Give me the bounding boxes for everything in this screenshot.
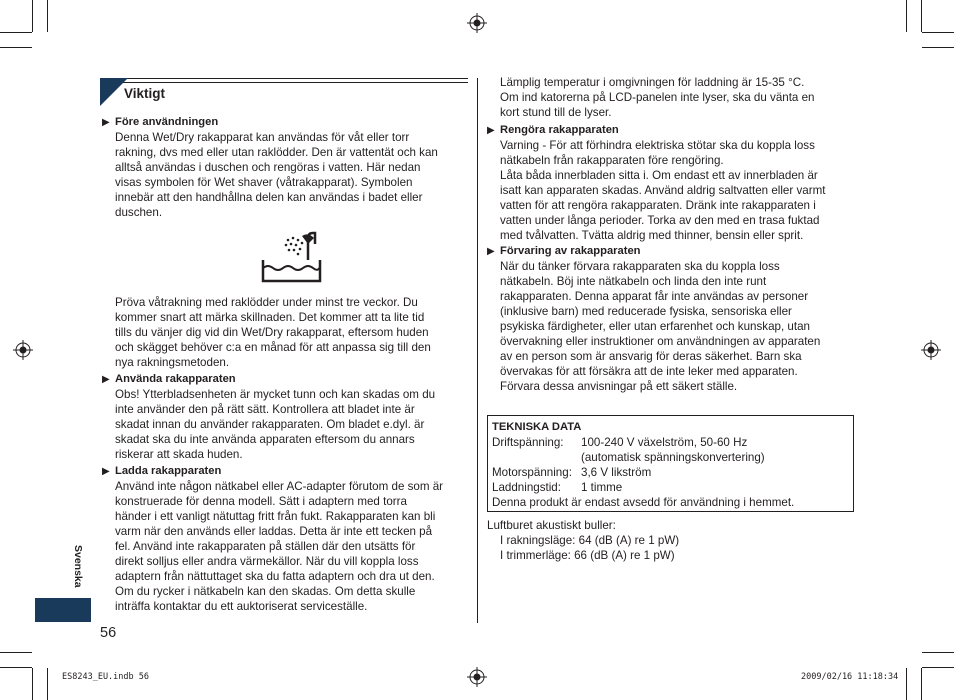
crop-mark xyxy=(906,0,907,32)
text-line: övervakning eller instruktioner om användningen av apparaten xyxy=(500,335,821,348)
specs-label: Laddningstid: xyxy=(492,481,561,494)
specs-value: 100-240 V växelström, 50-60 Hz xyxy=(581,436,748,449)
text-line: kommer snart att märka skillnaden. Det kommer att ta lite tid xyxy=(115,311,425,324)
crop-mark xyxy=(47,0,48,32)
page-number: 56 xyxy=(100,625,117,641)
bullet-arrow-icon: ▶ xyxy=(102,117,110,128)
crop-mark xyxy=(921,0,922,32)
text-line: och skägget behöver c:a en månad för att anpassa sig till den xyxy=(115,341,431,354)
text-line: rakning, dvs med eller utan raklödder. Den är vattentät och kan xyxy=(115,146,438,159)
column-divider xyxy=(477,78,478,623)
text-line: Varning - För att förhindra elektriska stötar ska du koppla loss xyxy=(500,139,815,152)
bullet-arrow-icon: ▶ xyxy=(102,374,110,385)
bullet-arrow-icon: ▶ xyxy=(102,466,110,477)
crop-mark xyxy=(0,667,32,668)
text-line: nätkabeln. Böj inte nätkabeln och linda den inte runt xyxy=(500,275,767,288)
language-tab-bar xyxy=(35,598,91,622)
paragraph-forvaring-av-rakapparaten xyxy=(500,259,820,394)
text-line: duschen. xyxy=(115,206,163,219)
text-line: isatt kan apparaten skadas. Använd aldrig saltvatten eller varmt xyxy=(500,184,826,197)
registration-mark-icon xyxy=(921,340,941,360)
text-line: inträffa kontaktar du ett auktoriserat serviceställe. xyxy=(115,600,368,613)
specs-value: 3,6 V likström xyxy=(581,466,652,479)
text-line: tills du vänjer dig vid din Wet/Dry rakapparat, eftersom huden xyxy=(115,326,429,339)
text-line: direkt solljus eller andra värmekällor. När du vill koppla loss xyxy=(115,555,419,568)
section-title-rule xyxy=(100,78,468,79)
section-title: Viktigt xyxy=(124,86,166,101)
text-line: nya rakningsmetoden. xyxy=(115,356,230,369)
crop-mark xyxy=(32,0,33,32)
specs-value: (automatisk spänningskonvertering) xyxy=(581,451,765,464)
print-slug-file: ES8243_EU.indb 56 xyxy=(62,672,149,682)
crop-mark xyxy=(922,667,954,668)
crop-mark xyxy=(0,47,32,48)
heading-ladda-rakapparaten: Ladda rakapparaten xyxy=(115,465,222,477)
text-line: alltså användas i duschen och rengöras i vatten. Här nedan xyxy=(115,161,421,174)
specs-value: 1 timme xyxy=(581,481,623,494)
text-line: vatten under långa perioder. Torka av den med en trasa fuktad xyxy=(500,214,820,227)
heading-rengora-rakapparaten: Rengöra rakapparaten xyxy=(500,124,619,136)
specs-label: Motorspänning: xyxy=(492,466,572,479)
text-line: inte använder den på rätt sätt. Kontrollera att bladet inte är xyxy=(115,403,415,416)
text-line: med tvålvatten. Tvätta aldrig med thinner, bensin eller sprit. xyxy=(500,229,804,242)
language-tab-label xyxy=(72,545,91,595)
noise-line: I trimmerläge: 66 (dB (A) re 1 pW) xyxy=(500,549,675,562)
text-line: Denna Wet/Dry rakapparat kan användas för våt eller torr xyxy=(115,131,410,144)
text-line: Om du rycker i nätkabeln kan den skadas. Om detta skulle xyxy=(115,585,416,598)
text-line: adaptern från nättuttaget ska du fatta adaptern och dra ut den. xyxy=(115,570,435,583)
heading-forvaring-av-rakapparaten: Förvaring av rakapparaten xyxy=(500,245,641,257)
specs-note: Denna produkt är endast avsedd för användning i hemmet. xyxy=(492,496,795,509)
text-line: rakapparaten. Denna apparat får inte användas av personer xyxy=(500,290,809,303)
text-line: Om ind katorerna på LCD-panelen inte lyser, ska du vänta en xyxy=(500,91,815,104)
text-line: innebär att den handhållna delen kan användas i badet eller xyxy=(115,191,423,204)
paragraph-ladda-rakapparaten xyxy=(115,479,443,614)
crop-mark xyxy=(47,668,48,700)
paragraph-prova-vatrakning xyxy=(115,295,431,370)
text-line: varm när den används eller laddas. Detta är inte ett tecken på xyxy=(115,525,433,538)
registration-mark-icon xyxy=(13,340,33,360)
crop-mark xyxy=(0,32,32,33)
registration-mark-icon xyxy=(467,13,487,33)
text-line: händer i ett vanligt nätuttag fritt från fukt. Rakapparaten kan bli xyxy=(115,510,436,523)
specs-title: TEKNISKA DATA xyxy=(492,421,582,433)
text-line: av en person som är ansvarig för deras säkerhet. Barn ska xyxy=(500,350,802,363)
text-line: (inklusive barn) med reducerade fysiska, sensoriska eller xyxy=(500,305,792,318)
bullet-arrow-icon: ▶ xyxy=(487,246,495,257)
text-line: nätkabeln från rakapparaten före rengöring. xyxy=(500,154,724,167)
text-line: övervakas för att försäkra att de inte leker med apparaten. xyxy=(500,365,798,378)
text-line: vatten för att rengöra rakapparaten. Dränk inte rakapparaten i xyxy=(500,199,816,212)
text-line: riskerar att skada huden. xyxy=(115,448,243,461)
specs-box xyxy=(487,415,854,512)
registration-mark-icon xyxy=(467,667,487,687)
text-line: psykiska färdigheter, eller utan erfarenhet och kunskap, utan xyxy=(500,320,810,333)
print-slug-date: 2009/02/16 11:18:34 xyxy=(801,672,899,682)
text-line: Pröva våtrakning med raklödder under minst tre veckor. Du xyxy=(115,296,418,309)
language-tab-text: Svenska xyxy=(72,545,84,588)
heading-anvanda-rakapparaten: Använda rakapparaten xyxy=(115,373,236,385)
crop-mark xyxy=(32,668,33,700)
crop-mark xyxy=(0,652,32,653)
wet-shaver-icon xyxy=(260,230,324,284)
crop-mark xyxy=(922,652,954,653)
noise-label: Luftburet akustiskt buller: xyxy=(487,519,616,532)
crop-mark xyxy=(922,47,954,48)
text-line: Förvara dessa anvisningar på ett säkert ställe. xyxy=(500,380,738,393)
paragraph-anvanda-rakapparaten xyxy=(115,387,435,462)
crop-mark xyxy=(906,668,907,700)
crop-mark xyxy=(921,668,922,700)
text-line: kort stund till de lyser. xyxy=(500,106,612,119)
heading-fore-anvandningen: Före användningen xyxy=(115,116,219,128)
text-line: Använd inte någon nätkabel eller AC-adapter förutom de som är xyxy=(115,480,444,493)
text-line: skadat innan du använder rakapparaten. Om bladet e.dyl. är xyxy=(115,418,425,431)
text-line: Låta båda innerbladen sitta i. Om endast ett av innerbladen är xyxy=(500,169,818,182)
text-line: skadat ska du inte använda apparaten eftersom du annars xyxy=(115,433,415,446)
specs-label: Driftspänning: xyxy=(492,436,564,449)
paragraph-laddning-temperatur xyxy=(500,75,815,120)
text-line: När du tänker förvara rakapparaten ska du koppla loss xyxy=(500,260,780,273)
crop-mark xyxy=(922,32,954,33)
text-line: konstruerade för denna modell. Sätt i adaptern med torra xyxy=(115,495,407,508)
paragraph-fore-anvandningen xyxy=(115,130,438,220)
bullet-arrow-icon: ▶ xyxy=(487,125,495,136)
noise-line: I rakningsläge: 64 (dB (A) re 1 pW) xyxy=(500,534,680,547)
paragraph-rengora-rakapparaten xyxy=(500,138,825,243)
section-title-rule xyxy=(100,82,468,83)
text-line: fel. Använd inte rakapparaten på ställen där den utsätts för xyxy=(115,540,416,553)
text-line: Lämplig temperatur i omgivningen för laddning är 15-35 °C. xyxy=(500,76,805,89)
text-line: visas symbolen för Wet shaver (våtrakapparat). Symbolen xyxy=(115,176,413,189)
text-line: Obs! Ytterbladsenheten är mycket tunn och kan skadas om du xyxy=(115,388,436,401)
